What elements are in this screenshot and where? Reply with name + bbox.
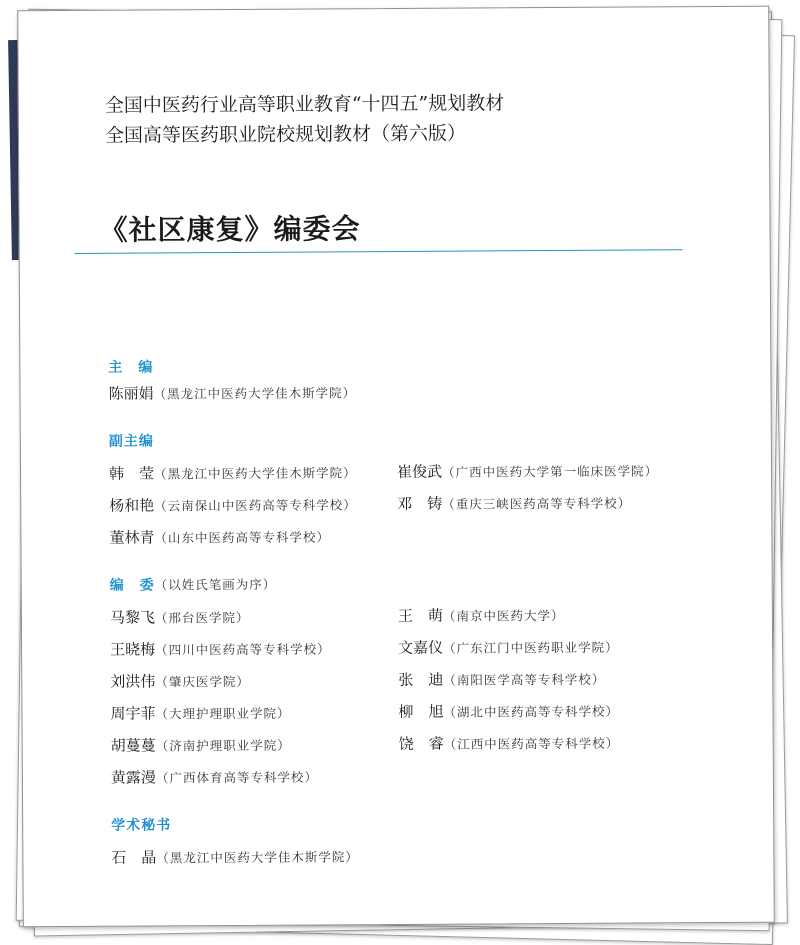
editor-entry	[109, 493, 357, 516]
editor-entry	[398, 700, 619, 722]
editor-affiliation: （黑龙江中医药大学佳木斯学院）	[153, 385, 357, 402]
editor-entry	[110, 670, 250, 692]
title-underline	[75, 249, 683, 254]
editor-name: 饶 睿	[398, 734, 444, 753]
editor-entry	[110, 702, 290, 724]
editor-affiliation: （四川中医药高等专科学校）	[155, 641, 331, 658]
editor-entry	[109, 525, 330, 547]
page-title: 《社区康复》编委会	[99, 212, 361, 247]
editor-entry	[397, 492, 631, 514]
editor-name: 王晓梅	[110, 640, 156, 659]
editor-entry	[111, 765, 318, 787]
editor-affiliation: （广东江门中医药职业学院）	[443, 639, 619, 656]
members-heading-text: 编 委	[109, 577, 155, 594]
series-line-1: 全国中医药行业高等职业教育“十四五”规划教材	[104, 92, 505, 117]
editor-name: 董林青	[109, 528, 155, 547]
series-line-2: 全国高等医药职业院校规划教材（第六版）	[104, 122, 467, 147]
editor-affiliation: （山东中医药高等专科学校）	[154, 529, 331, 546]
editor-name: 王 萌	[397, 606, 443, 625]
editor-name: 陈丽娟	[108, 384, 154, 403]
editor-entry	[108, 381, 356, 404]
editor-affiliation: （济南护理职业学院）	[155, 737, 291, 754]
editor-affiliation: （黑龙江中医药大学佳木斯学院）	[154, 465, 357, 482]
editor-entry	[398, 636, 619, 658]
editor-name: 杨和艳	[109, 496, 155, 515]
editor-name: 刘洪伟	[110, 672, 156, 691]
editor-entry	[110, 606, 250, 628]
editor-affiliation: （南阳医学高等专科学校）	[443, 671, 606, 688]
members-ordering-note: （以姓氏笔画为序）	[154, 576, 277, 593]
editor-name: 邓 铸	[397, 494, 443, 513]
editor-entry	[398, 668, 605, 690]
section-heading-secretary: 学术秘书	[111, 817, 172, 834]
editor-affiliation: （邢台医学院）	[154, 609, 250, 626]
editor-affiliation: （江西中医药高等专科学校）	[443, 735, 620, 752]
editor-affiliation: （广西中医药大学第一临床医学院）	[442, 463, 659, 480]
editor-affiliation: （南京中医药大学）	[442, 607, 565, 624]
editor-name: 韩 莹	[108, 464, 155, 483]
section-heading-deputy-editors: 副主编	[108, 433, 154, 450]
editor-name: 张 迪	[398, 670, 444, 689]
editor-name: 马黎飞	[109, 608, 155, 627]
editor-name: 石 晶	[111, 848, 157, 867]
editor-name: 胡蔓蔓	[110, 736, 156, 755]
editor-name: 柳 旭	[398, 702, 444, 721]
editor-affiliation: （云南保山中医药高等专科学校）	[154, 497, 357, 514]
editor-affiliation: （广西体育高等专科学校）	[155, 769, 318, 786]
editor-entry	[111, 734, 291, 756]
section-heading-chief-editor: 主 编	[108, 359, 154, 376]
editor-entry	[111, 845, 359, 868]
editor-affiliation: （大理护理职业学院）	[155, 705, 291, 722]
editor-name: 周宇菲	[110, 704, 156, 723]
editor-entry	[397, 459, 658, 482]
editor-entry	[109, 461, 357, 484]
editor-name: 黄露漫	[110, 768, 156, 787]
editor-entry	[399, 732, 620, 754]
editor-name: 文嘉仪	[398, 638, 444, 657]
section-heading-members	[110, 574, 277, 595]
editor-affiliation: （湖北中医药高等专科学校）	[443, 703, 620, 720]
editor-affiliation: （肇庆医学院）	[155, 673, 250, 690]
editor-affiliation: （黑龙江中医药大学佳木斯学院）	[156, 849, 359, 866]
editor-entry	[398, 604, 565, 626]
editor-affiliation: （重庆三峡医药高等专科学校）	[442, 495, 632, 512]
document-page	[17, 6, 775, 928]
editor-name: 崔俊武	[396, 462, 443, 481]
editor-entry	[110, 637, 331, 659]
series-header	[105, 88, 505, 150]
